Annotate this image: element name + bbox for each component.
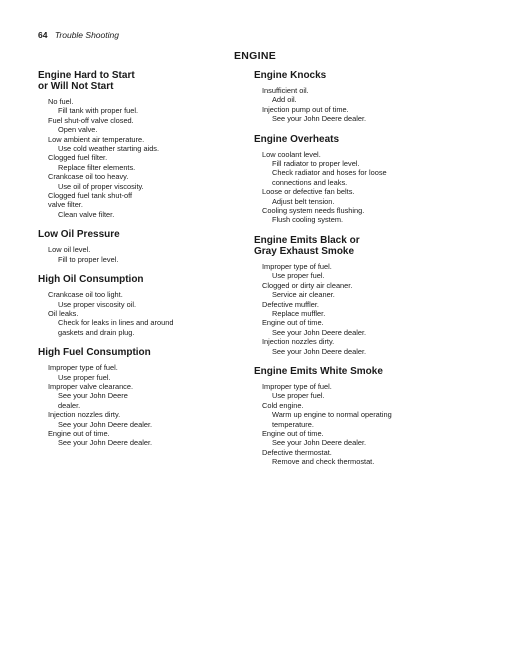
section-heading: Engine Emits Black or (254, 234, 360, 246)
condition-line: Clogged fuel tank shut-off (48, 191, 133, 201)
remedy-line: See your John Deere dealer. (272, 438, 367, 448)
remedy-line: Service air cleaner. (272, 290, 335, 300)
condition-line: Engine out of time. (262, 318, 324, 328)
section-heading: Low Oil Pressure (38, 229, 120, 241)
condition-line: Crankcase oil too light. (48, 290, 123, 300)
section-heading: High Oil Consumption (38, 274, 144, 286)
remedy-line: gaskets and drain plug. (58, 327, 135, 337)
condition-line: Defective thermostat. (262, 447, 332, 457)
section-heading: High Fuel Consumption (38, 347, 151, 359)
remedy-line: Flush cooling system. (272, 215, 344, 225)
remedy-line: Clean valve filter. (58, 209, 115, 219)
condition-line: Insufficient oil. (262, 86, 309, 95)
remedy-line: Check for leaks in lines and around (58, 318, 174, 328)
section-heading: Engine Knocks (254, 70, 327, 81)
condition-line: Crankcase oil too heavy. (48, 172, 129, 182)
remedy-line: Replace filter elements. (58, 162, 136, 172)
section-heading: Engine Overheats (254, 133, 340, 145)
condition-line: Oil leaks. (48, 308, 79, 318)
remedy-line: See your John Deere dealer. (272, 327, 367, 337)
remedy-line: Fill tank with proper fuel. (58, 106, 139, 116)
remedy-line: Use proper viscosity oil. (58, 299, 137, 309)
condition-line: Cold engine. (262, 400, 304, 410)
condition-line: Improper valve clearance. (48, 381, 134, 391)
remedy-line: connections and leaks. (272, 177, 348, 187)
page-number: 64 (38, 30, 48, 40)
trouble-section (38, 70, 243, 219)
remedy-line: Check radiator and hoses for loose (272, 168, 387, 178)
right-column (252, 70, 482, 473)
remedy-line: Adjust belt tension. (272, 196, 335, 206)
remedy-line: Fill to proper level. (58, 254, 119, 264)
condition-line: Fuel shut-off valve closed. (48, 115, 134, 125)
condition-line: Improper type of fuel. (262, 261, 332, 271)
section-heading: or Will Not Start (38, 81, 114, 92)
trouble-section (252, 366, 482, 467)
condition-line: valve filter. (48, 200, 83, 210)
condition-line: Cooling system needs flushing. (262, 206, 365, 216)
remedy-line: See your John Deere dealer. (58, 438, 153, 448)
section-heading: Engine Hard to Start (38, 70, 135, 81)
remedy-line: Use cold weather starting aids. (58, 144, 160, 154)
remedy-line: Replace muffler. (272, 308, 326, 318)
remedy-line: dealer. (58, 400, 81, 410)
trouble-section (252, 134, 482, 225)
trouble-section (38, 347, 243, 448)
remedy-line: Use oil of proper viscosity. (58, 181, 144, 191)
condition-line: Low ambient air temperature. (48, 134, 145, 144)
condition-line: Injection pump out of time. (262, 104, 349, 114)
trouble-section (252, 70, 482, 124)
remedy-line: Add oil. (272, 95, 297, 105)
remedy-line: temperature. (272, 419, 314, 429)
remedy-line: See your John Deere dealer. (58, 419, 153, 429)
remedy-line: Open valve. (58, 125, 98, 135)
condition-line: Low coolant level. (262, 149, 321, 159)
section-heading: Gray Exhaust Smoke (254, 245, 355, 257)
condition-line: Clogged or dirty air cleaner. (262, 280, 353, 290)
condition-line: No fuel. (48, 97, 74, 106)
section-heading: Engine Emits White Smoke (254, 365, 383, 377)
remedy-line: See your John Deere dealer. (272, 114, 367, 124)
condition-line: Defective muffler. (262, 299, 319, 309)
remedy-line: Use proper fuel. (272, 271, 325, 281)
trouble-section (38, 229, 243, 264)
condition-line: Improper type of fuel. (262, 381, 332, 391)
condition-line: Engine out of time. (262, 428, 324, 438)
remedy-line: Warm up engine to normal operating (272, 410, 392, 420)
remedy-line: See your John Deere dealer. (272, 346, 367, 356)
remedy-line: Fill radiator to proper level. (272, 159, 360, 169)
running-title: Trouble Shooting (54, 30, 119, 40)
trouble-section (252, 235, 482, 356)
condition-line: Injection nozzles dirty. (48, 410, 121, 420)
condition-line: Engine out of time. (48, 428, 110, 438)
condition-line: Clogged fuel filter. (48, 153, 108, 163)
trouble-section (38, 274, 243, 337)
condition-line: Injection nozzles dirty. (262, 337, 335, 347)
remedy-line: See your John Deere (58, 391, 128, 401)
condition-line: Improper type of fuel. (48, 363, 118, 373)
condition-line: Low oil level. (48, 245, 91, 255)
condition-line: Loose or defective fan belts. (262, 187, 355, 197)
left-column (38, 70, 243, 454)
section-title: ENGINE (233, 50, 277, 62)
page-header (38, 30, 119, 40)
remedy-line: Use proper fuel. (272, 391, 325, 401)
remedy-line: Use proper fuel. (58, 372, 111, 382)
remedy-line: Remove and check thermostat. (272, 457, 375, 467)
